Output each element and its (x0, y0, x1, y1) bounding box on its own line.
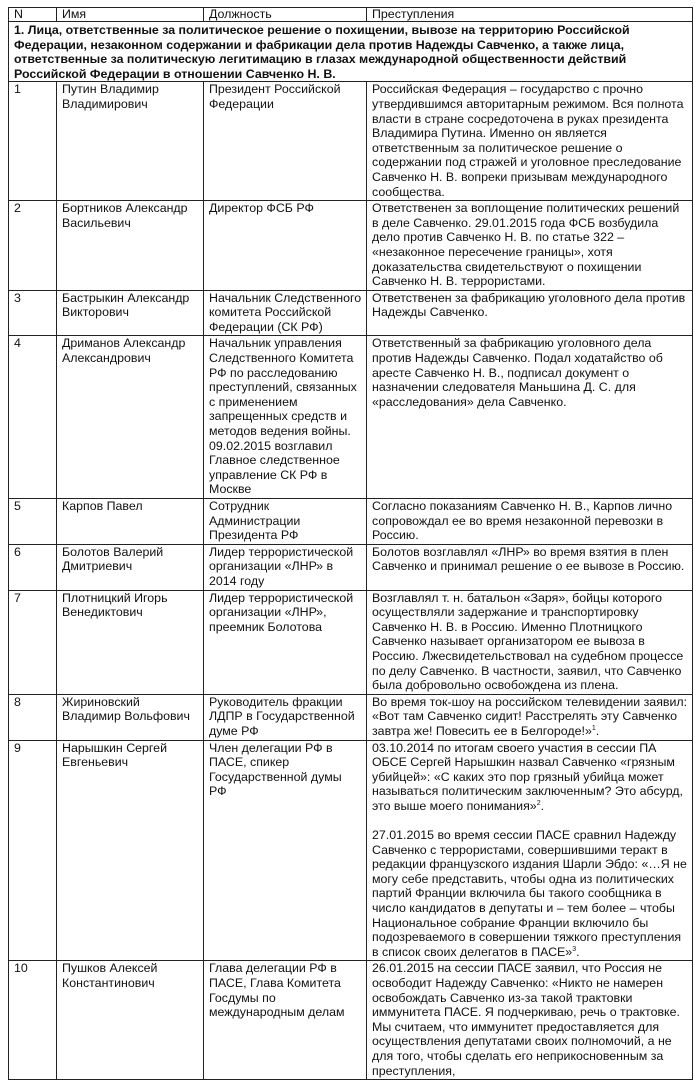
table-row (9, 201, 693, 291)
table-row (9, 499, 693, 545)
footnote-ref[interactable]: 3 (572, 945, 577, 953)
row-name: Жириновский Владимир Вольфович (57, 694, 204, 740)
row-name: Пушков Алексей Константинович (57, 961, 204, 1080)
row-crimes: Болотов возглавлял «ЛНР» во время взятия в плен Савченко и принимал решение о ее вывозе в Россию. (367, 544, 693, 590)
section-row (9, 22, 693, 82)
row-number: 4 (9, 336, 57, 499)
table-row (9, 694, 693, 740)
row-number: 2 (9, 201, 57, 291)
row-position: Лидер террористической организации «ЛНР» в 2014 году (204, 544, 367, 590)
footnote-ref[interactable]: 1 (591, 724, 596, 732)
crime-paragraph (372, 741, 688, 814)
row-name: Нарышкин Сергей Евгеньевич (57, 740, 204, 961)
row-number: 1 (9, 82, 57, 201)
period: . (595, 723, 600, 738)
row-crimes: Возглавлял т. н. батальон «Заря», бойцы которого осуществляли задержание и транспортировку Савченко Н. В. в Россию. Именно Плотницкого Савченко называет организатором ее вывоза в Россию. Лжесвидетельствовал на судебном процессе по делу Савченко. В частности, заявил, что Савченко была добровольно освобождена из плена. (367, 590, 693, 694)
row-name: Путин Владимир Владимирович (57, 82, 204, 201)
footnote-ref[interactable]: 2 (536, 799, 541, 807)
row-position: Глава делегации РФ в ПАСЕ, Глава Комитета Госдумы по международным делам (204, 961, 367, 1080)
row-number: 6 (9, 544, 57, 590)
row-name: Бортников Александр Васильевич (57, 201, 204, 291)
header-n: N (9, 8, 57, 22)
row-name: Дриманов Александр Александрович (57, 336, 204, 499)
row-number: 10 (9, 961, 57, 1080)
table-row (9, 290, 693, 336)
row-crimes: 26.01.2015 на сессии ПАСЕ заявил, что Россия не освободит Надежду Савченко: «Никто не намерен освобождать Савченко из-за такой трактовки иммунитета ПАСЕ. Я подчеркиваю, речь о трактовке. Мы считаем, что иммунитет предоставляется для осуществления депутатами своих полномочий, а не для того, чтобы сделать его неприкосновенным за преступления, (367, 961, 693, 1080)
table-row (9, 740, 693, 961)
row-crimes: Согласно показаниям Савченко Н. В., Карпов лично сопровождал ее во время незаконной перевозки в Россию. (367, 499, 693, 545)
row-number: 5 (9, 499, 57, 545)
row-name: Карпов Павел (57, 499, 204, 545)
crime-text: 27.01.2015 во время сессии ПАСЕ сравнил Надежду Савченко с террористами, совершившими теракт в редакции французского издания Шарли Эбдо: «…Я не могу себе представить, чтобы одна из политических партий Франции включила бы такого сообщника в число кандидатов в депутаты и – тем более – чтобы Национальное собрание Франции включило бы подозреваемого в совершении тяжкого преступления в список своих делегатов в ПАСЕ» (372, 828, 687, 959)
crime-text: 03.10.2014 по итогам своего участия в сессии ПА ОБСЕ Сергей Нарышкин назвал Савченко «грязным убийцей»: «С каких это пор грязный убийца может называться политическим заключенным? Это абсурд, это выше моего понимания» (372, 740, 683, 813)
row-crimes: Ответственный за фабрикацию уголовного дела против Надежды Савченко. Подал ходатайство об аресте Савченко Н. В., подписал документ о назначении следователя Маньшина Д. С. для «расследования» дела Савченко. (367, 336, 693, 499)
row-crimes: Ответственен за фабрикацию уголовного дела против Надежды Савченко. (367, 290, 693, 336)
period: . (576, 944, 580, 959)
period: . (540, 798, 545, 813)
sanctions-table (8, 7, 693, 1080)
crime-text: Во время ток-шоу на российском телевидении заявил: «Вот там Савченко сидит! Расстрелять эту Савченко завтра же! Повесить ее в Белгороде!» (372, 694, 688, 738)
row-position: Сотрудник Администрации Президента РФ (204, 499, 367, 545)
row-number: 3 (9, 290, 57, 336)
row-number: 7 (9, 590, 57, 694)
row-crimes: Ответственен за воплощение политических решений в деле Савченко. 29.01.2015 года ФСБ возбудила дело против Савченко Н. В. по статье 322 – «незаконное пересечение границы», хотя доказательства свидетельствуют о похищении Савченко Н. В. террористами. (367, 201, 693, 291)
row-crimes (367, 694, 693, 740)
table-row (9, 336, 693, 499)
row-name: Плотницкий Игорь Венедиктович (57, 590, 204, 694)
header-position: Должность (204, 8, 367, 22)
header-crimes: Преступления (367, 8, 693, 22)
row-crimes: Российская Федерация – государство с прочно утвердившимся авторитарным режимом. Вся полнота власти в стране сосредоточена в руках президента Владимира Путина. Именно он является ответственным за политическое решение о содержании под стражей и уголовное преследование Савченко Н. В. вопреки призывам международного сообщества. (367, 82, 693, 201)
row-position: Директор ФСБ РФ (204, 201, 367, 291)
header-row (9, 8, 693, 22)
table-row (9, 961, 693, 1080)
table-row (9, 590, 693, 694)
row-number: 9 (9, 740, 57, 961)
crime-paragraph (372, 828, 688, 959)
row-name: Болотов Валерий Дмитриевич (57, 544, 204, 590)
row-position: Начальник Следственного комитета Российской Федерации (СК РФ) (204, 290, 367, 336)
row-crimes (367, 740, 693, 961)
row-position: Президент Российской Федерации (204, 82, 367, 201)
row-position: Руководитель фракции ЛДПР в Государственной думе РФ (204, 694, 367, 740)
paragraph-gap (372, 813, 688, 828)
row-name: Бастрыкин Александр Викторович (57, 290, 204, 336)
row-position: Лидер террористической организации «ЛНР», преемник Болотова (204, 590, 367, 694)
table-row (9, 544, 693, 590)
header-name: Имя (57, 8, 204, 22)
section-title: 1. Лица, ответственные за политическое решение о похищении, вывозе на территорию Российской Федерации, незаконном содержании и фабрикации дела против Надежды Савченко, а также лица, ответственные за политическую легитимацию в глазах международной общественности действий Российской Федерации в отношении Савченко Н. В. (9, 22, 693, 82)
row-number: 8 (9, 694, 57, 740)
row-position: Член делегации РФ в ПАСЕ, спикер Государственной думы РФ (204, 740, 367, 961)
row-position: Начальник управления Следственного Комитета РФ по расследованию преступлений, связанных с применением запрещенных средств и методов ведения войны. 09.02.2015 возглавил Главное следственное управление СК РФ в Москве (204, 336, 367, 499)
table-row (9, 82, 693, 201)
